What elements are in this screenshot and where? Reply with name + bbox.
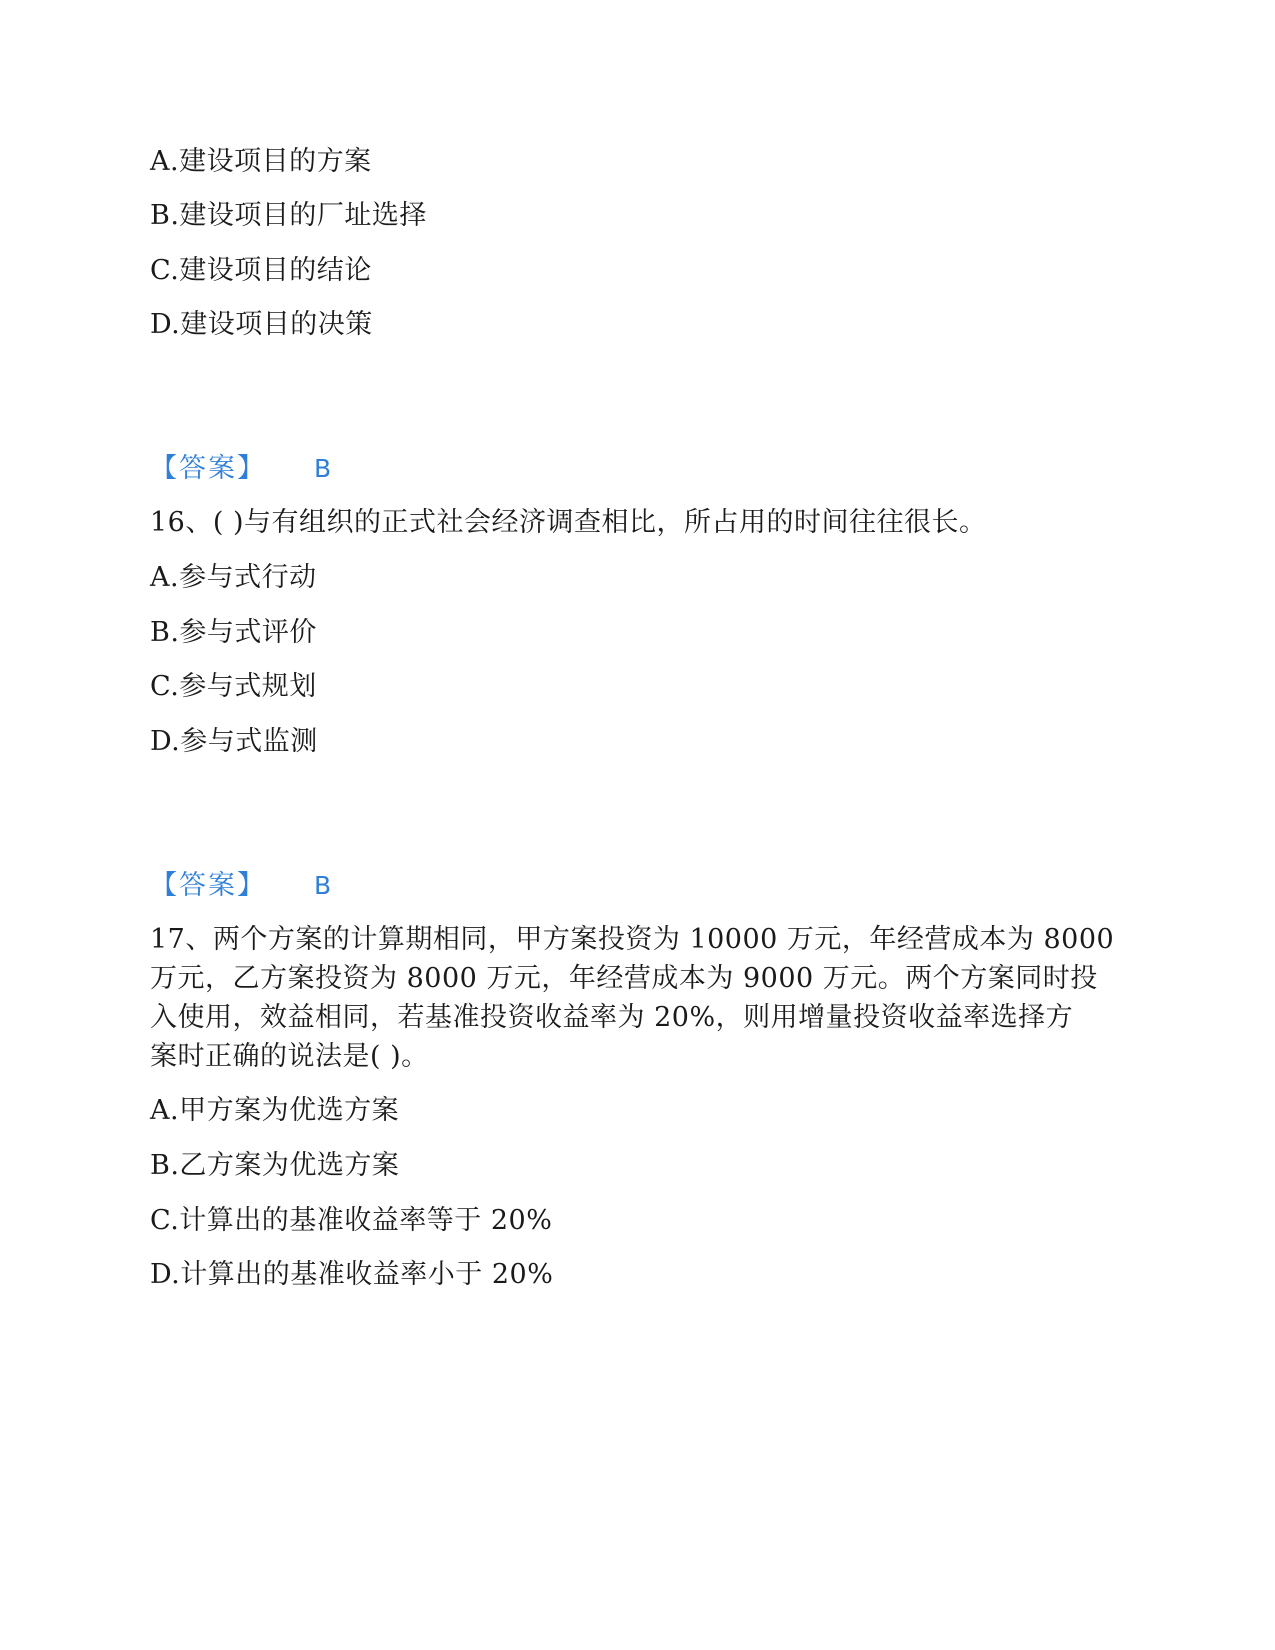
q16-option-a: A.参与式行动	[150, 562, 317, 593]
q17-option-c: C.计算出的基准收益率等于 20%	[150, 1205, 553, 1236]
q15-option-b: B.建设项目的厂址选择	[150, 200, 427, 231]
q15-option-a: A.建设项目的方案	[150, 146, 372, 177]
q17-option-b: B.乙方案为优选方案	[150, 1150, 400, 1181]
q17-stem-line-3: 入使用，效益相同，若基准投资收益率为 20%，则用增量投资收益率选择方	[150, 1002, 1074, 1033]
q16-option-b: B.参与式评价	[150, 617, 317, 648]
q17-stem-line-2: 万元，乙方案投资为 8000 万元，年经营成本为 9000 万元。两个方案同时投	[150, 963, 1098, 994]
q17-stem-line-4: 案时正确的说法是( )。	[150, 1041, 429, 1072]
q15-option-c: C.建设项目的结论	[150, 255, 372, 286]
q17-option-a: A.甲方案为优选方案	[150, 1095, 400, 1126]
q16-answer-label: 【答案】	[150, 870, 266, 901]
q17-stem-line-1: 17、两个方案的计算期相同，甲方案投资为 10000 万元，年经营成本为 8000	[150, 924, 1115, 955]
q16-answer	[150, 866, 331, 906]
q15-answer-value: B	[314, 454, 332, 483]
q17-option-d: D.计算出的基准收益率小于 20%	[150, 1259, 554, 1290]
q16-option-c: C.参与式规划	[150, 671, 317, 702]
q15-answer	[150, 449, 331, 489]
q16-answer-value: B	[314, 871, 332, 900]
q16-stem: 16、( )与有组织的正式社会经济调查相比，所占用的时间往往很长。	[150, 507, 987, 538]
q15-option-d: D.建设项目的决策	[150, 309, 373, 340]
q16-option-d: D.参与式监测	[150, 726, 318, 757]
q15-answer-label: 【答案】	[150, 453, 266, 484]
